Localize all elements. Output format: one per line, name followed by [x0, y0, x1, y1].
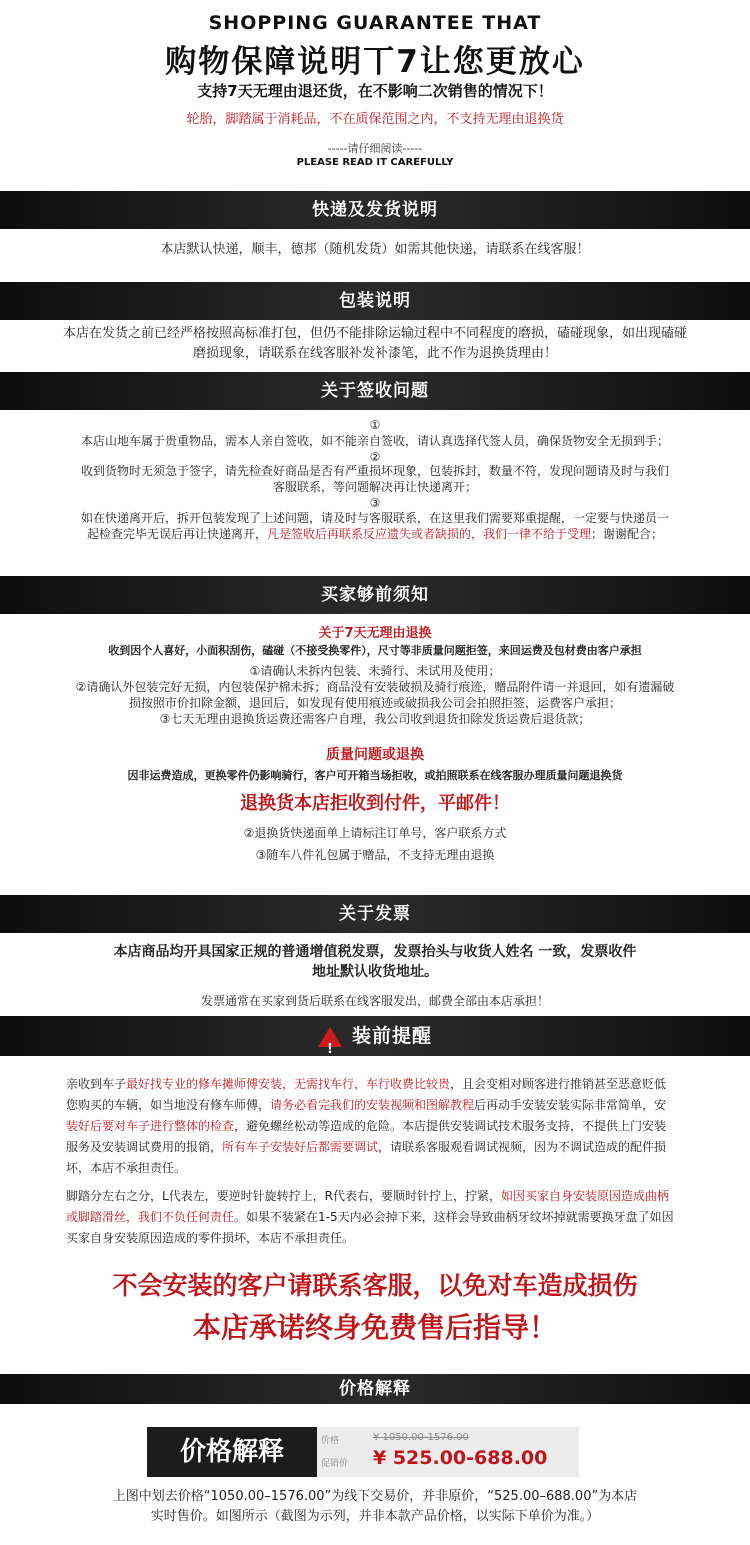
sign-point-3a: 如在快递离开后，拆开包装发现了上述问题，请及时与客服联系，在这里我们需要郑重提醒，一定要与快递员一 — [80, 511, 669, 525]
sign-num-2: ② — [369, 450, 381, 464]
install-title-bar — [0, 1016, 750, 1056]
promo-price: ¥ 525.00-688.00 — [373, 1447, 548, 1469]
buyer-rule-2b: 损按照市价扣除金额，退回后，如发现有使用痕迹或破损我公司会拍照拒签，运费客户承担； — [128, 696, 621, 710]
price-title-bar: 价格解释 — [0, 1374, 750, 1404]
buyer-sub2-text: 因非运费造成，更换零件仍影响骑行，客户可开箱当场拒收，或拍照联系在线客服办理质量问题退换货 — [127, 769, 623, 782]
cn-title: 购物保障说明丅7让您更放心 — [165, 44, 585, 80]
sign-num-3: ③ — [369, 496, 381, 510]
sign-3b-end: ；谢谢配合； — [591, 527, 664, 541]
buyer-q3: ③随车八件礼包属于赠品，不支持无理由退换 — [255, 848, 495, 862]
invoice-text-3: 发票通常在买家到货后联系在线客服发出，邮费全部由本店承担！ — [200, 994, 549, 1008]
packing-title-bar: 包装说明 — [0, 282, 750, 320]
header-line1: 支持7天无理由退还货，在不影响二次销售的情况下！ — [197, 82, 553, 100]
buyer-rule-3: ③七天无理由退换货运费还需客户自理，我公司收到退货扣除发货运费后退货款； — [159, 712, 591, 726]
read-en: PLEASE READ IT CAREFULLY — [296, 157, 454, 168]
sign-point-2b: 客服联系，等问题解决再让快递离开； — [272, 480, 477, 494]
sign-point-2a: 收到货物时无须急于签字，请先检查好商品是否有严重损坏现象，包装拆封，数量不符，发现问题请及时与我们 — [80, 464, 669, 478]
sign-point-3b — [0, 525, 750, 543]
price-label-1: 价格 — [321, 1436, 340, 1446]
header-line2: 轮胎，脚踏属于消耗品，不在质保范围之内，不支持无理由退换货 — [186, 112, 564, 127]
install-big-2: 本店承诺终身免费售后指导！ — [192, 1311, 557, 1344]
invoice-text-1: 本店商品均开具国家正规的普通增值税发票，发票抬头与收货人姓名 一致，发票收件 — [113, 944, 637, 960]
sign-point-1: 本店山地车属于贵重物品，需本人亲自签收，如不能亲自签收，请认真选择代签人员，确保货物安全无损到手； — [80, 434, 669, 448]
price-panel — [317, 1427, 579, 1477]
install-para-1: 亲收到车子最好找专业的修车摊师傅安装，无需找车行，车行收费比较贵，且会变相对顾客进行推销甚至恶意贬低 您购买的车辆，如当地没有修车师傅，请务必看完我们的安装视频和图解教程后再动手安装安装实际非常简单，安 装好后要对车子进行整体的检查，避免螺丝松动等造成的危险。本店提供安装调试技术服务支持，不提供上门安装 服务及安装调试费用的报销，所有车子安装好后都需要调试，请联系客服观看调试视频，因为不调试造成的配件损 坏，本店不承担责任。 — [66, 1077, 667, 1175]
invoice-text-2: 地址默认收货地址。 — [312, 964, 438, 980]
install-title: 装前提醒 — [351, 1025, 432, 1047]
invoice-title-bar: 关于发票 — [0, 895, 750, 933]
sign-3b-black: 起检查完毕无误后再让快递离开， — [86, 527, 267, 541]
buyer-title-bar: 买家够前须知 — [0, 576, 750, 614]
warning-icon: ! — [318, 1027, 342, 1047]
install-big-1: 不会安装的客户请联系客服，以免对车造成损伤 — [112, 1271, 638, 1300]
price-text-1: 上图中划去价格“1050.00–1576.00”为线下交易价，并非原价，“525.00–688.00”为本店 — [112, 1489, 638, 1504]
sign-title-bar: 关于签收问题 — [0, 372, 750, 410]
sign-num-1: ① — [369, 418, 381, 432]
buyer-sub1-text: 收到因个人喜好，小面积刮伤，磕碰（不接受换零件），尺寸等非质量问题拒签，来回运费及包材费由客户承担 — [108, 644, 642, 657]
orig-price: ¥ 1050.00-1576.00 — [373, 1432, 469, 1443]
install-para-2: 脚踏分左右之分，L代表左，要逆时针旋转拧上，R代表右，要顺时针拧上，拧紧，如因买家自身安装原因造成曲柄 或脚踏滑丝，我们不负任何责任。如果不装紧在1-5天内必会掉下来，这样会导致曲柄牙纹坏掉就需要换牙盘了如因 买家自身安装原因造成的零件损坏，本店不承担责任。 — [66, 1189, 674, 1245]
read-cn: -----请仔细阅读----- — [327, 142, 423, 155]
packing-text-2: 磨损现象，请联系在线客服补发补漆笔，此不作为退换货理由！ — [192, 346, 557, 361]
buyer-rule-1: ①请确认未拆内包装、未骑行、未试用及使用； — [249, 664, 501, 678]
buyer-q2: ②退换货快递面单上请标注订单号，客户联系方式 — [243, 826, 507, 840]
sign-3b-red: 凡是签收后再联系反应遗失或者缺损的，我们一律不给于受理 — [266, 527, 591, 541]
shipping-text: 本店默认快递，顺丰，德邦（随机发货）如需其他快递，请联系在线客服！ — [160, 242, 590, 257]
buyer-big-red: 退换货本店拒收到付件，平邮件！ — [240, 793, 510, 814]
packing-text-1: 本店在发货之前已经严格按照高标准打包，但仍不能排除运输过程中不同程度的磨损，磕碰现象，如出现磕碰 — [62, 326, 687, 341]
shipping-title-bar: 快递及发货说明 — [0, 191, 750, 229]
header — [0, 0, 750, 190]
buyer-sub1: 关于7天无理由退换 — [318, 626, 432, 641]
buyer-sub2: 质量问题或退换 — [326, 747, 424, 763]
price-label-2: 促销价 — [321, 1459, 349, 1469]
en-title: SHOPPING GUARANTEE THAT — [208, 12, 542, 34]
price-text-2: 实时售价。如图所示（截图为示列，并非本款产品价格，以实际下单价为准。） — [150, 1509, 600, 1524]
price-box: 价格解释 — [147, 1427, 317, 1477]
buyer-rule-2a: ②请确认外包装完好无损，内包装保护棉未拆；商品没有安装破损及骑行痕迹，赠品附件请一并退回，如有遗漏破 — [75, 680, 675, 694]
